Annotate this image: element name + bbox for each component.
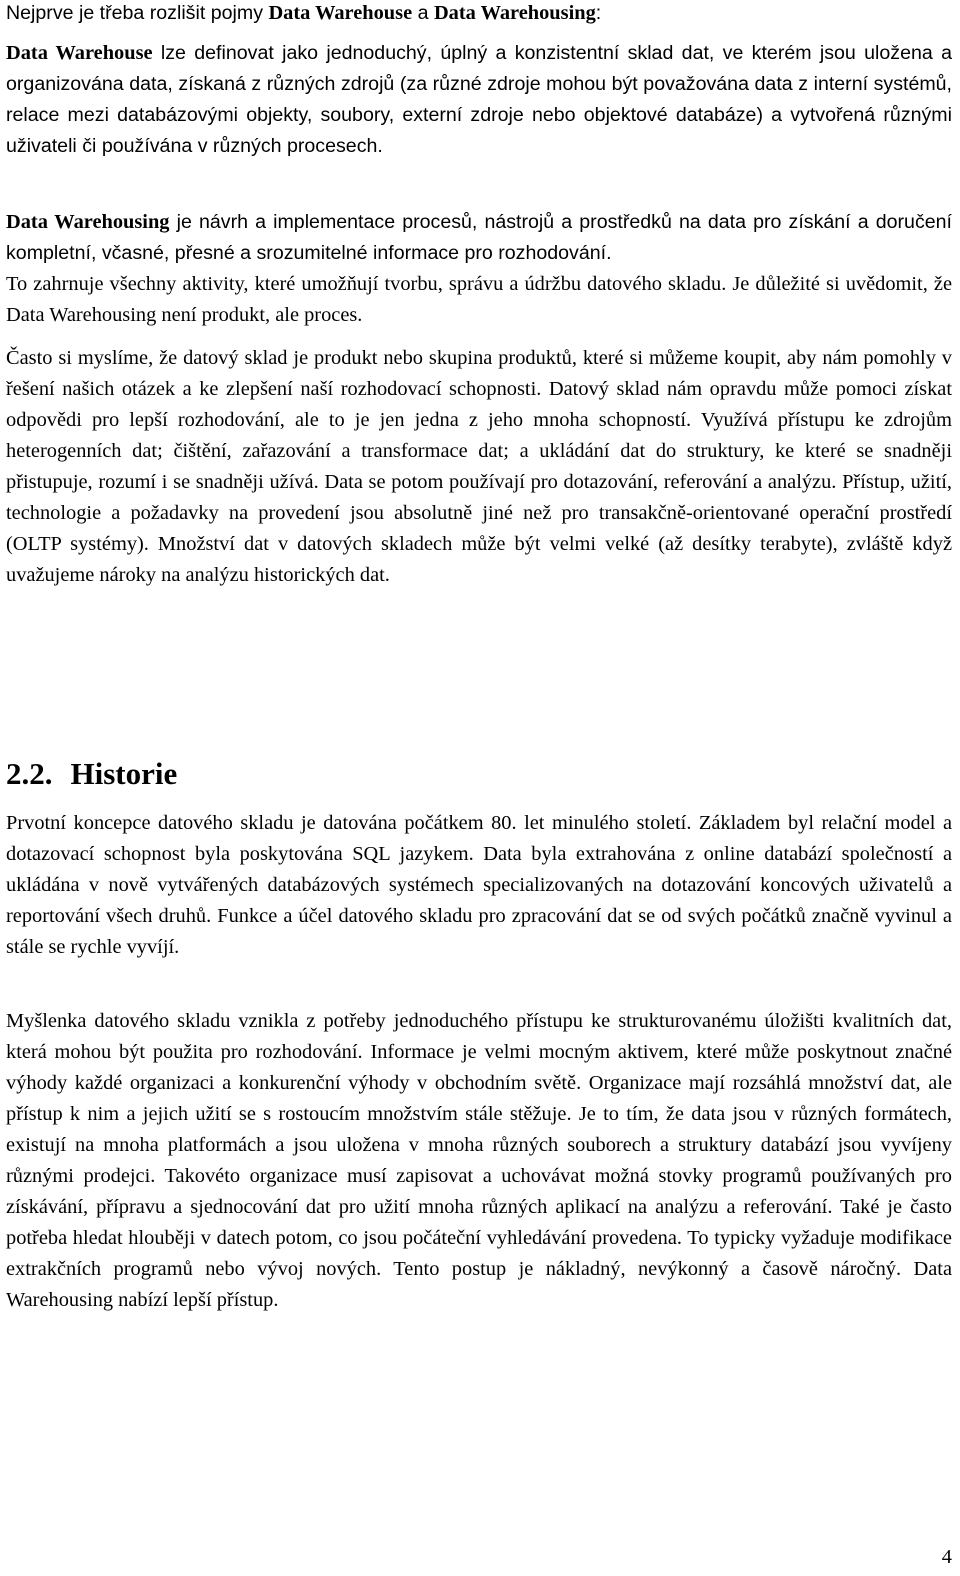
page-number: 4 (941, 1546, 952, 1568)
intro-term-data-warehouse: Data Warehouse (268, 2, 413, 24)
section-heading (6, 754, 177, 794)
data-warehouse-text: lze definovat jako jednoduchý, úplný a konzistentní sklad dat, ve kterém jsou uložena a organizována data, získaná z různých zdrojů (za různé zdroje mohou být považována data z interní systémů, relace mezi databázovými objekty, soubory, externí zdroje nebo objektové databáze) a vytvořená různými uživateli či používána v různých procesech. (6, 42, 952, 157)
prvotni-paragraph: Prvotní koncepce datového skladu je datována počátkem 80. let minulého století. Základem byl relační model a dotazovací schopnost byla poskytována SQL jazykem. Data byla extrahována z online databází společností a ukládána v nově vytvářených databázových systémech specializovaných na dotazování koncových uživatelů a reportování všech druhů. Funkce a účel datového skladu pro zpracování dat se od svých počátků značně vyvinul a stále se rychle vyvíjí. (6, 812, 952, 958)
data-warehouse-term: Data Warehouse (6, 42, 153, 64)
myslenka-paragraph: Myšlenka datového skladu vznikla z potřeby jednoduchého přístupu ke strukturovanému úložišti kvalitních dat, která mohou být použita pro rozhodování. Informace je velmi mocným aktivem, které může poskytnout značné výhody každé organizaci a konkurenční výhody v obchodním světě. Organizace mají rozsáhlá množství dat, ale přístup k nim a jejich užití se s rostoucím množstvím stále stěžuje. Je to tím, že data jsou v různých formátech, existují na mnoha platformách a jsou uložena v mnoha různých souborech a struktury databází jsou vyvíjeny různými prodejci. Takovéto organizace musí zapisovat a uchovávat možná stovky programů používaných pro získávání, přípravu a sjednocování dat pro užití mnoha různých aplikací na analýzu a referování. Také je často potřeba hledat hlouběji v datech potom, co jsou počáteční vyhledávání provedena. To typicky vyžaduje modifikace extrakčních programů nebo vývoj nových. Tento postup je nákladný, nevýkonný a časově náročný. Data Warehousing nabízí lepší přístup. (6, 1010, 952, 1311)
section-title: Historie (70, 756, 178, 791)
intro-term-data-warehousing: Data Warehousing (433, 2, 596, 24)
casto-paragraph: Často si myslíme, že datový sklad je produkt nebo skupina produktů, které si můžeme koupit, aby nám pomohly v řešení našich otázek a ke zlepšení naší rozhodovací schopnosti. Datový sklad nám opravdu může pomoci získat odpovědi pro lepší rozhodování, ale to je jen jedna z jeho mnoha schopností. Využívá přístupu ke zdrojům heterogenních dat; čištění, zařazování a transformace dat; a ukládání dat do struktury, ke které se snadněji přistupuje, rozumí i se snadněji užívá. Data se potom používají pro dotazování, referování a analýzu. Přístup, užití, technologie a požadavky na provedení jsou absolutně jiné než pro transakčně-orientované operační prostředí (OLTP systémy). Množství dat v datových skladech může být velmi velké (až desítky terabyte), zvláště když uvažujeme nároky na analýzu historických dat. (6, 347, 952, 586)
data-warehousing-text: je návrh a implementace procesů, nástrojů a prostředků na data pro získání a doručení kompletní, včasné, přesné a srozumitelné informace pro rozhodování. (6, 211, 952, 264)
intro-mid: a (412, 2, 434, 24)
data-warehouse-definition (6, 38, 952, 162)
to-zahrnuje-paragraph: To zahrnuje všechny aktivity, které umožňují tvorbu, správu a údržbu datového skladu. Je důležité si uvědomit, že Data Warehousing není produkt, ale proces. (6, 273, 952, 326)
data-warehousing-definition (6, 207, 952, 269)
section-number: 2.2. (6, 756, 53, 791)
intro-prefix: Nejprve je třeba rozlišit pojmy (6, 2, 269, 24)
intro-paragraph (6, 0, 952, 29)
intro-suffix: : (595, 2, 602, 24)
data-warehousing-term: Data Warehousing (6, 211, 170, 233)
